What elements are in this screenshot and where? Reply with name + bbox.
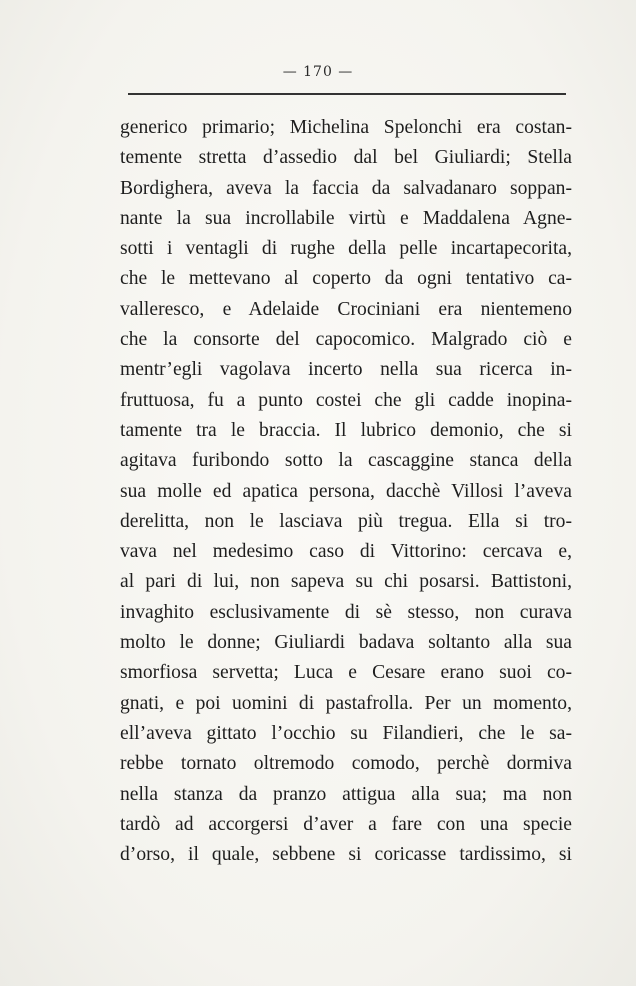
text-line: agitava furibondo sotto la cascaggine stanca della — [120, 450, 572, 472]
text-line: Bordighera, aveva la faccia da salvadanaro soppan- — [120, 177, 572, 199]
text-line: che le mettevano al coperto da ogni tentativo ca- — [120, 268, 572, 290]
text-line: generico primario; Michelina Spelonchi era costan- — [120, 117, 572, 138]
text-line: al pari di lui, non sapeva su chi posarsi. Battistoni, — [120, 571, 572, 593]
text-line: che la consorte del capocomico. Malgrado ciò e — [120, 329, 572, 351]
text-line: valleresco, e Adelaide Crociniani era nientemeno — [120, 298, 572, 320]
text-line: rebbe tornato oltremodo comodo, perchè dormiva — [120, 753, 572, 775]
text-line: tamente tra le braccia. Il lubrico demonio, che si — [120, 419, 572, 441]
text-line: sotti i ventagli di rughe della pelle incartapecorita, — [120, 238, 572, 260]
text-line: smorfiosa servetta; Luca e Cesare erano suoi co- — [120, 662, 572, 684]
text-line: tardò ad accorgersi d’aver a fare con una specie — [120, 813, 572, 835]
text-line: d’orso, il quale, sebbene si coricasse tardissimo, si — [120, 844, 572, 866]
text-line: sua molle ed apatica persona, dacchè Villosi l’aveva — [120, 480, 572, 502]
text-line: fruttuosa, fu a punto costei che gli cadde inopina- — [120, 389, 572, 411]
text-line: vava nel medesimo caso di Vittorino: cercava e, — [120, 541, 572, 563]
header-rule — [128, 93, 566, 95]
text-line: temente stretta d’assedio dal bel Giuliardi; Stella — [120, 147, 572, 169]
text-line: nante la sua incrollabile virtù e Maddalena Agne- — [120, 207, 572, 229]
text-line: nella stanza da pranzo attigua alla sua; ma non — [120, 783, 572, 805]
text-line: derelitta, non le lasciava più tregua. Ella si tro- — [120, 510, 572, 532]
body-text — [120, 113, 572, 870]
text-line: mentr’egli vagolava incerto nella sua ricerca in- — [120, 359, 572, 381]
text-line: invaghito esclusivamente di sè stesso, non curava — [120, 601, 572, 623]
page-number: — 170 — — [282, 64, 354, 80]
text-line: gnati, e poi uomini di pastafrolla. Per un momento, — [120, 692, 572, 714]
text-line: ell’aveva gittato l’occhio su Filandieri, che le sa- — [120, 722, 572, 744]
text-line: molto le donne; Giuliardi badava soltanto alla sua — [120, 632, 572, 654]
